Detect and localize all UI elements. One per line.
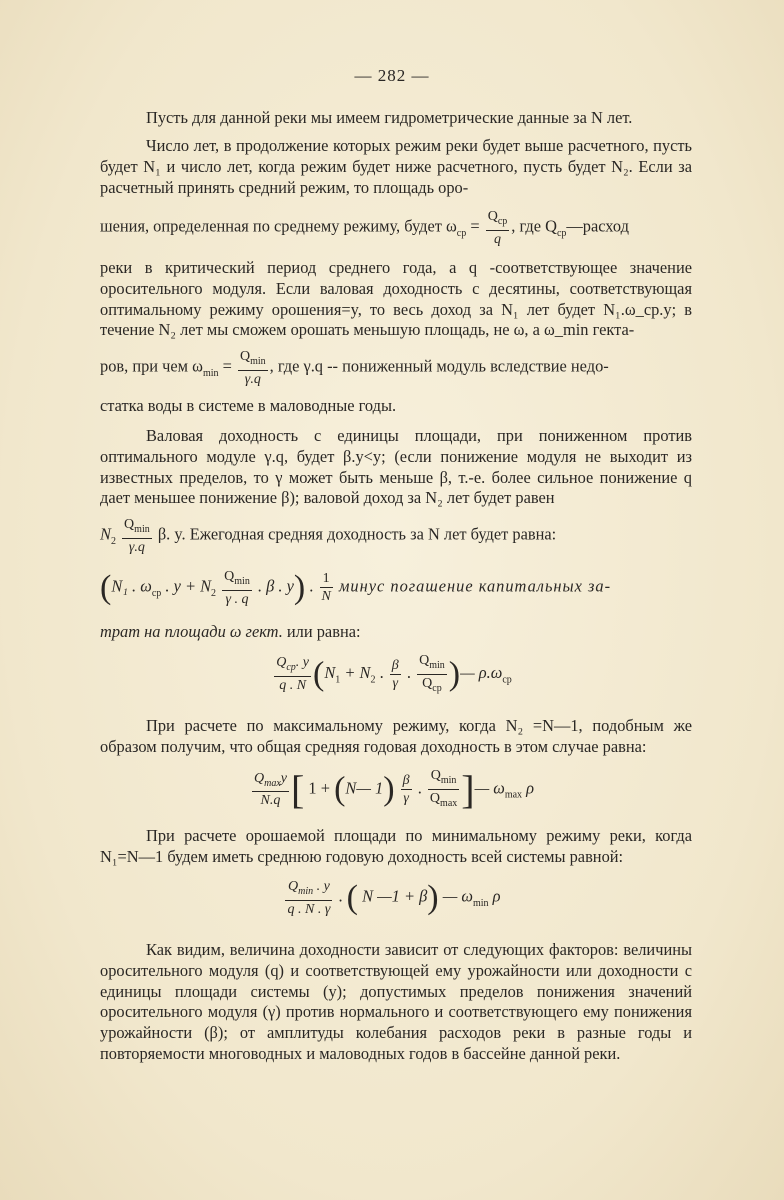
paragraph-3a-text: Валовая доходность с единицы площади, при пониженном против оптимального модуле γ.q, будет β.y<y; (если понижение модуля не выходит из известных пределов, то γ может быть меньше β, т.-е. более сильное понижение q дает меньшее понижение β); валовой доход за N₂ лет будет равен: [100, 426, 692, 508]
f2-r-num-sub: min: [429, 659, 445, 671]
paragraph-5-text: При расчете орошаемой площади по минимальному режиму реки, когда N₁=N—1 будем иметь среднюю годовую доходность всей системы равной:: [100, 826, 692, 866]
f2-post-sub: ср: [502, 674, 512, 686]
page-number: — 282 —: [354, 66, 430, 85]
omega-min-sub: min: [202, 367, 219, 379]
formula-3: $\frac{Q_{max}y}{N.q}$ [ 1 + (N— 1) $\frac{\beta}{\gamma}$ . $\frac{Q_{min}}{Q_{max}}$ ]— $\omega_{max}$ ρ: [253, 767, 535, 812]
omega-min-prefix: ров, при чем ω: [100, 356, 203, 376]
f2-dot: .: [402, 663, 416, 683]
f2-beta-frac: [390, 657, 401, 692]
omega-min-num-sub: min: [250, 355, 266, 367]
f3-pre-den: N.q: [260, 793, 281, 809]
formula-1-tail: . β . y: [253, 576, 294, 596]
n2-sub: 2: [110, 535, 116, 547]
f3-one: 1 +: [308, 778, 335, 798]
omega-cp-tail: —расход: [566, 216, 629, 236]
omega-cp-num-sub: ср: [497, 215, 508, 227]
formula-1-den-in: γ . q: [225, 591, 249, 607]
formula-1-sub2: 2: [211, 587, 217, 599]
formula-1-text: минус погашение капитальных за-: [338, 576, 612, 596]
omega-cp-den: q: [493, 231, 501, 247]
omega-min-den: γ.q: [244, 371, 261, 387]
paragraph-2a-text: Число лет, в продолжение которых режим реки будет выше расчетного, пусть будет N₁ и число лет, когда режим будет ниже расчетного, пусть будет N₂. Если за расчетный принять средний режим, то площадь оро-: [100, 136, 692, 197]
formula-1-frac-outer: [320, 570, 333, 605]
formula-line-omega-cp: [100, 208, 692, 248]
formula-2: $\frac{Q_{ср}. y}{q . N}$ ($N_1 + N_2$ . $\frac{\beta}{\gamma}$ . $\frac{Q_{min}}{Q_{ср}}$ )— $\rho.\omega_{ср}$: [0, 652, 784, 698]
omega-min-eq: =: [218, 356, 236, 376]
continuation-tail: или равна:: [282, 622, 361, 641]
f3-dot: .: [413, 778, 426, 798]
paragraph-4-text: При расчете по максимальному режиму, когда N₂ =N—1, подобным же образом получим, что общая средняя годовая доходность в этом случае равна:: [100, 716, 692, 756]
f3-pre-frac: [252, 770, 289, 810]
paragraph-2: [100, 136, 692, 198]
paragraph-1-text: Пусть для данной реки мы имеем гидрометрические данные за N лет.: [146, 108, 633, 127]
f2-in1-sub: 1: [335, 674, 341, 686]
omega-cp-prefix: шения, определенная по среднему режиму, будет ω: [100, 216, 457, 236]
formula-1-num-in: Q: [224, 569, 235, 584]
f4-post: — ω: [442, 886, 473, 906]
omega-cp-eq: =: [466, 216, 484, 236]
paragraph-3: [100, 426, 692, 509]
f4-num-sub: min: [298, 885, 314, 897]
formula-line-omega-min: [100, 348, 692, 388]
paragraph-6-text: Как видим, величина доходности зависит от следующих факторов: величины оросительного модуля (q) и соответствующей ему урожайности или доходности с единицы площади системы (y); допустимых пределов понижения значений оросительного модуля (γ) против нормального и соответствующего ему понижения урожайности (β); от амплитуды колебания расходов реки в разные годы и повторяемости многоводных и маловодных годов в бассейне данной реки.: [100, 940, 692, 1063]
q-cp-sub: ср: [556, 227, 567, 239]
paragraph-5: [100, 826, 692, 868]
f2-in3: .: [375, 663, 384, 683]
f4-num2: . y: [313, 879, 330, 894]
n2-num-sub: min: [134, 523, 150, 535]
f2-r-num: Q: [419, 653, 430, 668]
n2-den: γ.q: [128, 539, 145, 555]
f4-den: q . N . γ: [287, 901, 331, 917]
omega-cp-num: Q: [487, 209, 498, 224]
formula-1-continuation: [100, 622, 692, 643]
f2-r-den: Q: [422, 675, 433, 691]
omega-cp-fraction: [486, 208, 510, 248]
f4-inner: N —1 + β: [362, 886, 428, 906]
f3-r-num-sub: min: [440, 775, 457, 786]
n2-num: Q: [124, 517, 135, 532]
f3-b-den: γ: [403, 791, 409, 806]
omega-min-tail: , где γ.q -- пониженный модуль вследствие недо-: [269, 356, 609, 376]
f3-r-den: Q: [429, 791, 441, 806]
paragraph-4: [100, 716, 692, 758]
f2-pre-den: q . N: [279, 678, 307, 694]
formula-1-mid: . y + N: [161, 576, 212, 596]
f2-post: — ρ.ω: [460, 663, 503, 683]
f3-post-sub: max: [504, 789, 523, 801]
paragraph-1: [100, 108, 692, 129]
formula-1-frac-inner: [222, 568, 252, 608]
f2-in2: + N: [340, 663, 371, 683]
omega-min-num: Q: [239, 349, 251, 364]
formula-1: (N₁ . $\omega_{ср}$ . $y + N_2$ $\frac{Q_{min}}{\gamma . q}$ . β . y) . $\frac{1}{N}$ минус погашение капитальных за-: [100, 568, 612, 607]
paragraph-2c: [100, 258, 692, 341]
formula-1-left: N₁ . ω: [111, 576, 152, 596]
formula-line-n2: [100, 516, 692, 558]
n2-tail: β. y. Ежегодная средняя доходность за N лет будет равна:: [157, 524, 557, 544]
f3-rho: ρ: [522, 778, 535, 798]
f4-dot: .: [334, 886, 347, 906]
f2-in2-sub: 2: [370, 674, 376, 686]
f3-nm: N— 1: [345, 778, 384, 798]
paragraph-2e: [100, 396, 692, 417]
formula-1-num-sub: min: [234, 575, 250, 587]
n2-fraction: [122, 516, 152, 556]
continuation-italic: трат на площади ω гект.: [100, 622, 283, 641]
f3-q-frac: [428, 767, 459, 812]
f3-beta-frac: [401, 772, 412, 807]
f3-b-num: β: [402, 773, 410, 788]
n2-symbol: N: [100, 524, 111, 544]
f2-r-den-sub: ср: [432, 682, 442, 694]
f2-q-frac: [417, 652, 447, 697]
f2-pre-num2: . y: [295, 655, 310, 671]
formula-4: $\frac{Q_{min} . y}{q . N . \gamma}$ . ( N —1 + β) — $\omega_{min}$ ρ: [287, 878, 501, 917]
f2-pre-sub: ср: [286, 662, 296, 674]
paragraph-2c-text: реки в критический период среднего года, а q -соответствующее значение оросительного модуля. Если валовая доходность с десятины, соответствующая оптимальному режиму орошения=y, то весь доход за N₁ лет будет N₁.ω_ср.y; в течение N₂ лет мы сможем орошать меньшую площадь, не ω, а ω_min гекта-: [100, 258, 692, 340]
f3-pre-num2: y: [280, 770, 287, 786]
formula-1-den: N: [321, 589, 331, 605]
f4-num: Q: [287, 879, 299, 894]
f4-post-sub: min: [472, 897, 489, 909]
omega-min-fraction: [238, 348, 268, 388]
f3-post: — ω: [474, 778, 505, 798]
paragraph-6: [100, 940, 692, 1065]
f3-r-den-sub: max: [440, 797, 458, 809]
f3-r-num: Q: [430, 768, 441, 784]
f4-rho: ρ: [488, 886, 501, 906]
formula-2-pre-frac: [274, 654, 311, 694]
f3-pre-num: Q: [253, 770, 265, 786]
f3-pre-sub: max: [264, 777, 281, 789]
f2-b-den: γ: [392, 675, 399, 691]
formula-1-num: 1: [320, 570, 333, 588]
f4-frac: [285, 878, 332, 918]
formula-1-sub-cp: ср: [151, 587, 162, 599]
f2-pre-num: Q: [276, 655, 287, 671]
f2-in1: N: [324, 663, 336, 683]
paragraph-2e-text: статка воды в системе в маловодные годы.: [100, 396, 397, 415]
f2-b-num: β: [391, 657, 399, 673]
omega-cp-where: , где Q: [511, 216, 557, 236]
omega-cp-sub: ср: [456, 227, 467, 239]
